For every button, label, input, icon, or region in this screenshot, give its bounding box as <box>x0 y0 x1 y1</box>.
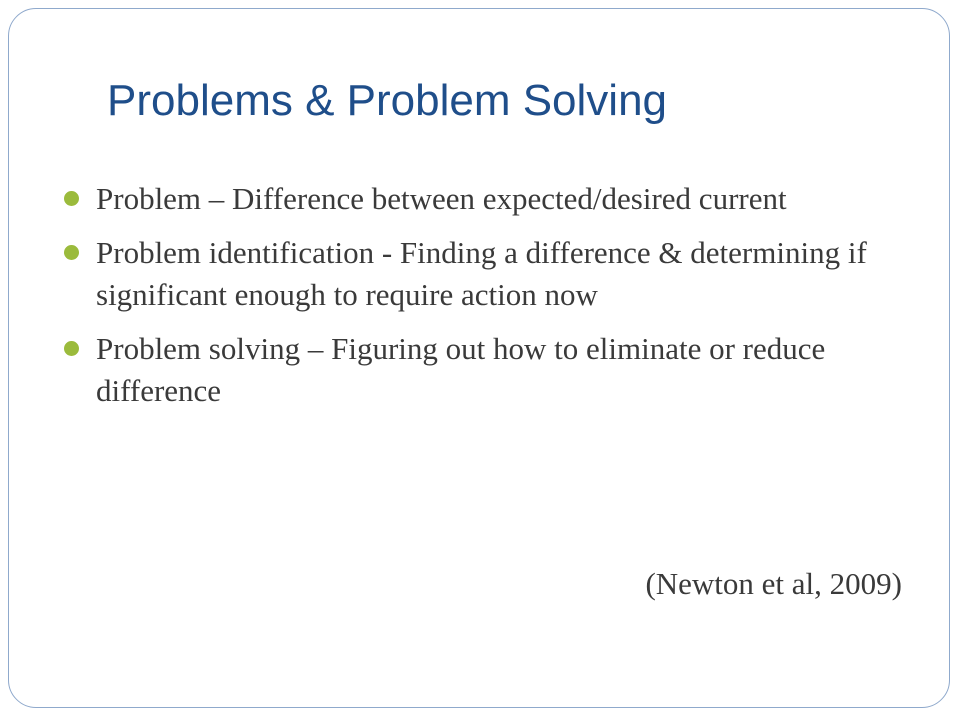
bullet-item-problem <box>64 178 894 220</box>
bullet-item-problem-solving <box>64 328 894 412</box>
bullet-text: Problem solving – Figuring out how to eliminate or reduce difference <box>96 331 826 408</box>
bullet-list <box>64 178 894 424</box>
bullet-item-problem-identification <box>64 232 894 316</box>
bullet-text: Problem identification - Finding a difference & determining if significant enough to require action now <box>96 235 867 312</box>
bullet-marker-icon <box>64 341 79 356</box>
bullet-text: Problem – Difference between expected/desired current <box>96 181 787 216</box>
bullet-marker-icon <box>64 191 79 206</box>
bullet-marker-icon <box>64 245 79 260</box>
citation: (Newton et al, 2009) <box>645 566 902 601</box>
slide-title: Problems & Problem Solving <box>107 76 668 125</box>
